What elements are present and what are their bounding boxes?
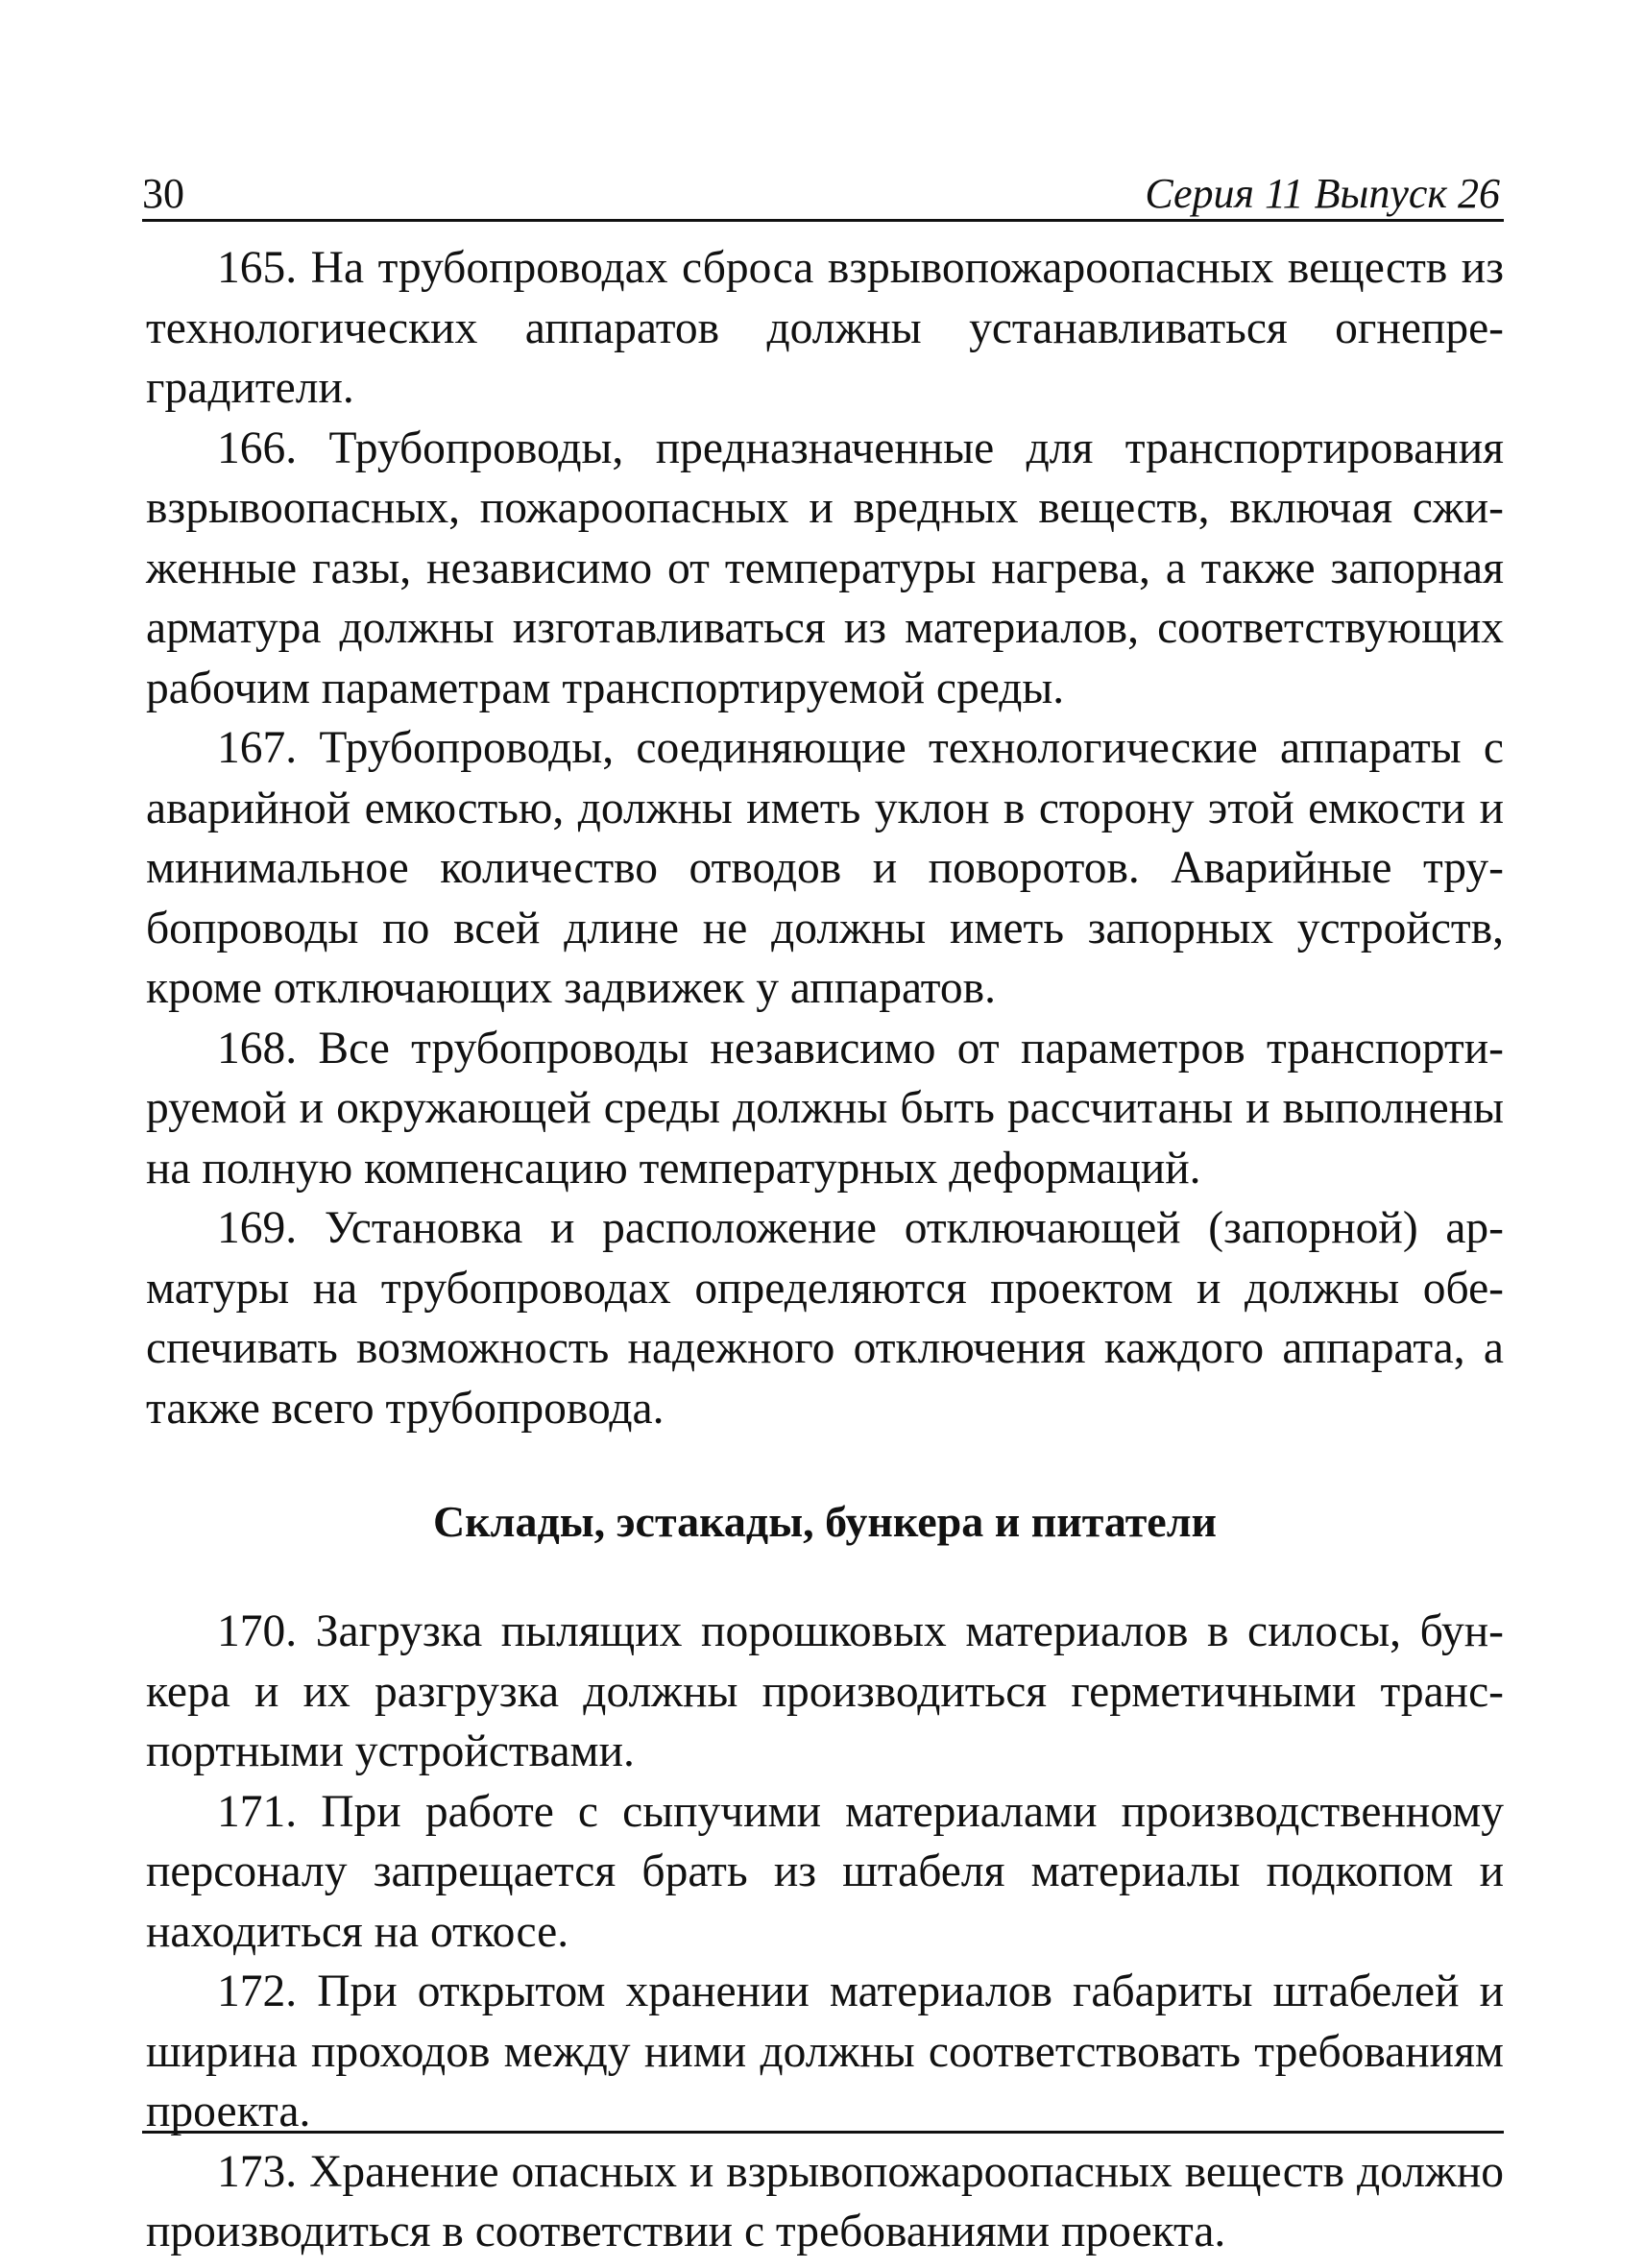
paragraph-173: 173. Хранение опасных и взрывопожароопасных веществ должно производиться в соответствии с требованиями проекта. <box>146 2146 1504 2256</box>
paragraph-172: 172. При открытом хранении материалов габариты штабелей и ширина проходов между ними должны соответствовать требованиям проекта. <box>146 1966 1504 2136</box>
paragraph-167: 167. Трубопроводы, соединяющие технологические аппараты с аварийной емкостью, должны иметь уклон в сторону этой емкости и минимальное количество отводов и поворотов. Аварийные трубопроводы по всей длине не должны иметь запорных устройств, кроме отключающих задвижек у аппаратов. <box>146 723 1504 1013</box>
page-number: 30 <box>142 170 184 217</box>
footer-rule <box>142 2131 1504 2134</box>
paragraph-169: 169. Установка и расположение отключающей (запорной) арматуры на трубопроводах определяются проектом и должны обеспечивать возможность надежного отключения каждого аппарата, а также всего трубопровода. <box>146 1203 1504 1434</box>
paragraph-165: 165. На трубопроводах сброса взрывопожароопасных веществ из технологических аппаратов должны устанавливаться огнепреградители. <box>146 243 1504 413</box>
section-heading: Склады, эстакады, бункера и питатели <box>432 1497 1218 1546</box>
running-head: Серия 11 Выпуск 26 <box>1145 170 1500 217</box>
paragraph-166: 166. Трубопроводы, предназначенные для транспортирования взрывоопасных, пожароопасных и вредных веществ, включая сжиженные газы, независимо от температуры нагрева, а также запорная арматура должны изготавливаться из материалов, соответствующих рабочим параметрам транспортируемой среды. <box>146 422 1504 713</box>
body-text <box>146 238 1504 2262</box>
page-header <box>142 165 1504 222</box>
paragraph-168: 168. Все трубопроводы независимо от параметров транспортируемой и окружающей среды должны быть рассчитаны и выполнены на полную компенсацию температурных деформаций. <box>146 1023 1504 1194</box>
paragraph-170: 170. Загрузка пылящих порошковых материалов в силосы, бункера и их разгрузка должны производиться герметичными транспортными устройствами. <box>146 1606 1504 1776</box>
paragraph-171: 171. При работе с сыпучими материалами производственному персоналу запрещается брать из штабеля материалы подкопом и находиться на откосе. <box>146 1786 1504 1957</box>
